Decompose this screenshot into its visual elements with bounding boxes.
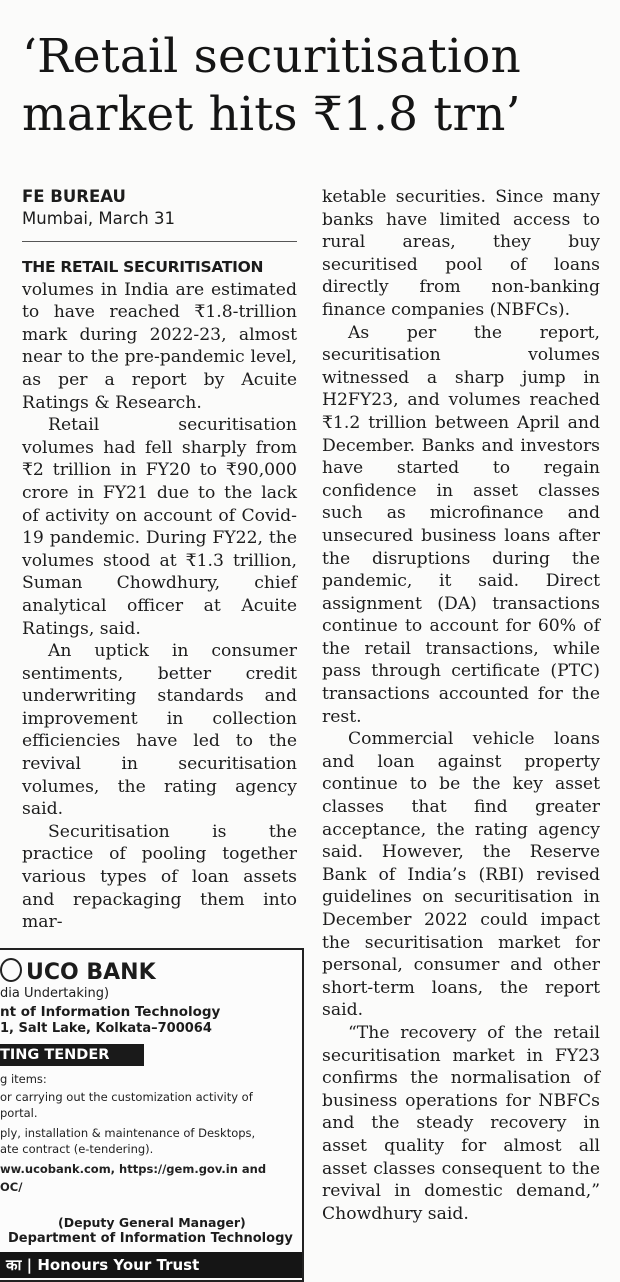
paragraph-3: An uptick in consumer sentiments, better credit underwriting standards and improvement in collection efficiencies have led to the revival in securitisation volumes, the rating agency said.	[22, 641, 297, 820]
headline-line-2: market hits ₹1.8 trn’	[22, 87, 521, 142]
paragraph-2: Retail securitisation volumes had fell sharply from ₹2 trillion in FY20 to ₹90,000 crore in FY21 due to the lack of activity on account of Covid-19 pandemic. During FY22, the volumes stood at ₹1.3 trillion, Suman Chowdhury, chief analytical officer at Acuite Ratings, said.	[22, 415, 297, 639]
byline-divider	[22, 241, 297, 242]
ad-line-2: nt of Information Technology	[0, 1004, 221, 1020]
ad-signatory: (Deputy General Manager)	[58, 1215, 246, 1230]
uco-logo-icon	[0, 958, 22, 982]
ad-small-4: ply, installation & maintenance of Desktops,	[0, 1126, 256, 1140]
paragraph-1	[22, 256, 297, 414]
byline-bureau: FE BUREAU	[22, 187, 126, 206]
byline	[22, 186, 302, 230]
ad-small-3: portal.	[0, 1106, 38, 1120]
ad-small-7: OC/	[0, 1180, 23, 1194]
ad-footer-bar: का | Honours Your Trust	[0, 1252, 302, 1278]
paragraph-7: Commercial vehicle loans and loan against property continue to be the key asset classes that find greater acceptance, the rating agency said. However, the Reserve Bank of India’s (RBI) revised guidelines on securitisation in December 2022 could impact the securitisation market for personal, consumer and other short-term loans, the report said.	[322, 729, 600, 1021]
byline-dateline: Mumbai, March 31	[22, 209, 175, 228]
ad-small-6: ww.ucobank.com, https://gem.gov.in and	[0, 1162, 267, 1176]
paragraph-8: “The recovery of the retail securitisation market in FY23 confirms the normalisation of business operations for NBFCs and the steady recovery in asset quality for almost all asset classes consequent to the revival in domestic demand,” Chowdhury said.	[322, 1022, 600, 1224]
lead-in: THE RETAIL SECURITISATION	[22, 258, 264, 276]
article-column-2	[322, 186, 600, 1225]
tender-advertisement	[0, 948, 304, 1282]
paragraph-1-text: volumes in India are estimated to have reached ₹1.8-trillion mark during 2022-23, almost near to the pre-pandemic level, as per a report by Acuite Ratings & Research.	[22, 279, 297, 413]
ad-department: Department of Information Technology	[8, 1231, 293, 1246]
ad-line-3: 1, Salt Lake, Kolkata–700064	[0, 1021, 212, 1036]
ad-small-2: or carrying out the customization activity of	[0, 1090, 253, 1104]
paragraph-6: As per the report, securitisation volumes witnessed a sharp jump in H2FY23, and volumes reached ₹1.2 trillion between April and December. Banks and investors have started to regain confidence in asset classes such as microfinance and unsecured business loans after the disruptions during the pandemic, it said. Direct assignment (DA) transactions continue to account for 60% of the retail transactions, while pass through certificate (PTC) transactions accounted for the rest.	[322, 322, 600, 727]
headline	[22, 28, 612, 144]
ad-bank-name: UCO BANK	[0, 958, 156, 986]
paragraph-5: ketable securities. Since many banks have limited access to rural areas, they buy securitised pool of loans directly from non-banking finance companies (NBFCs).	[322, 187, 600, 320]
ad-small-1: g items:	[0, 1072, 47, 1086]
ad-tender-bar: TING TENDER	[0, 1044, 144, 1066]
ad-line-1: dia Undertaking)	[0, 986, 110, 1001]
headline-line-1: ‘Retail securitisation	[22, 29, 522, 84]
paragraph-4: Securitisation is the practice of pooling together various types of loan assets and repackaging them into mar-	[22, 821, 297, 933]
article-column-1	[22, 256, 297, 934]
ad-small-5: ate contract (e-tendering).	[0, 1142, 154, 1156]
